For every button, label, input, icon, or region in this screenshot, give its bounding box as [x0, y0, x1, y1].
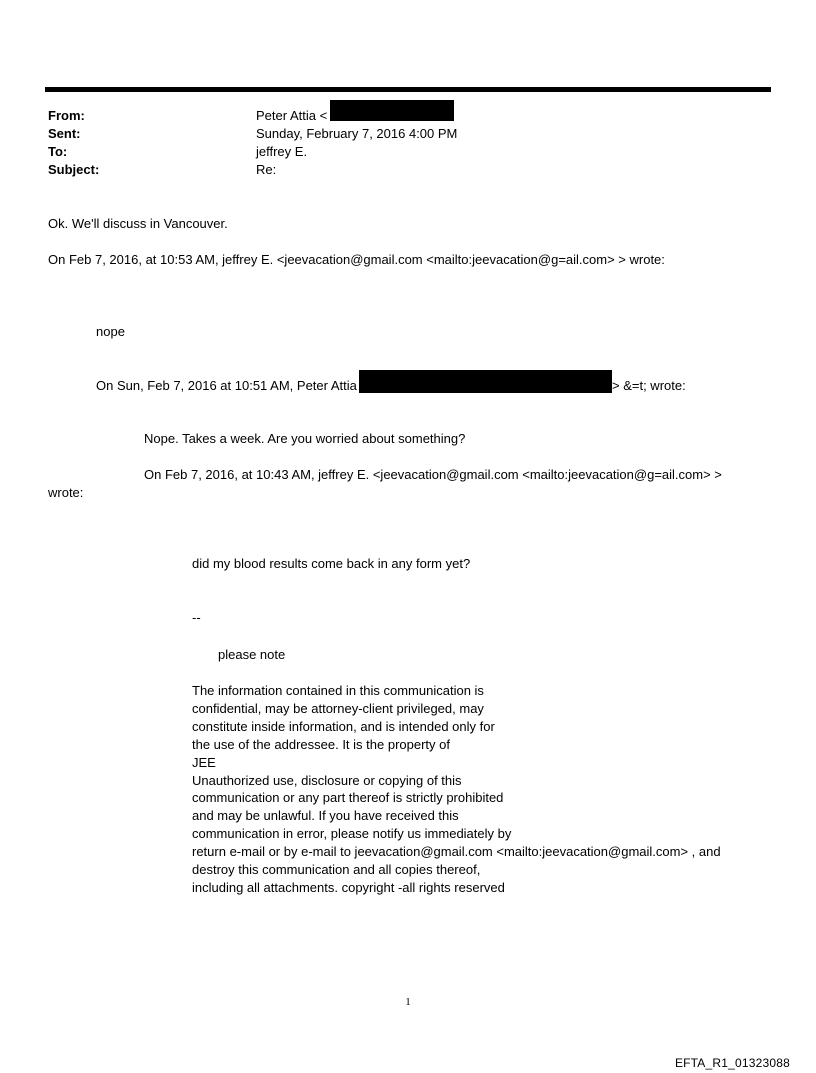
- signature-separator: --: [192, 610, 201, 625]
- subject-value: Re:: [256, 162, 277, 177]
- page-number: 1: [405, 996, 411, 1008]
- disclaimer-line: JEE: [192, 754, 216, 770]
- redaction-box-from: [330, 100, 454, 121]
- quote-header-3-wrap: wrote:: [48, 485, 84, 500]
- disclaimer-line: constitute inside information, and is intended only for: [192, 718, 495, 734]
- from-label: From:: [48, 108, 85, 123]
- header-rule: [45, 87, 771, 92]
- to-value: jeffrey E.: [256, 144, 308, 159]
- disclaimer-line: confidential, may be attorney-client privileged, may: [192, 700, 484, 716]
- quote-header-3: On Feb 7, 2016, at 10:43 AM, jeffrey E. <jeevacation@gmail.com <mailto:jeevacation@g=ail.com> >: [144, 467, 722, 482]
- subject-label: Subject:: [48, 162, 100, 177]
- please-note-text: please note: [218, 647, 286, 662]
- quote-header-2-start: On Sun, Feb 7, 2016 at 10:51 AM, Peter Attia: [96, 378, 357, 393]
- sent-value: Sunday, February 7, 2016 4:00 PM: [256, 126, 458, 141]
- reply-text-1: Ok. We'll discuss in Vancouver.: [48, 216, 228, 231]
- disclaimer-line: communication or any part thereof is strictly prohibited: [192, 790, 504, 806]
- document-id: EFTA_R1_01323088: [674, 1056, 790, 1070]
- disclaimer-line: destroy this communication and all copies thereof,: [192, 862, 481, 878]
- reply-text-3: Nope. Takes a week. Are you worried about something?: [144, 431, 466, 446]
- disclaimer-line: including all attachments. copyright -all rights reserved: [192, 879, 505, 895]
- disclaimer-line: and may be unlawful. If you have received this: [192, 808, 459, 824]
- disclaimer-line: return e-mail or by e-mail to jeevacation@gmail.com <mailto:jeevacation@gmail.com> , and: [192, 844, 721, 860]
- quote-header-2-end: > &=t; wrote:: [612, 378, 686, 393]
- disclaimer-line: communication in error, please notify us immediately by: [192, 826, 512, 842]
- to-label: To:: [48, 144, 68, 159]
- quote-header-1: On Feb 7, 2016, at 10:53 AM, jeffrey E. <jeevacation@gmail.com <mailto:jeevacation@g=ail.com> > wrote:: [48, 252, 665, 267]
- disclaimer-line: Unauthorized use, disclosure or copying of this: [192, 772, 462, 788]
- reply-text-2: nope: [96, 324, 125, 339]
- disclaimer-line: The information contained in this communication is: [192, 683, 484, 698]
- from-value: Peter Attia <: [256, 108, 328, 123]
- confidentiality-disclaimer: [192, 682, 721, 897]
- original-message: did my blood results come back in any form yet?: [192, 556, 471, 571]
- redaction-box-quote: [359, 370, 612, 393]
- sent-label: Sent:: [48, 126, 81, 141]
- disclaimer-line: the use of the addressee. It is the property of: [192, 736, 450, 752]
